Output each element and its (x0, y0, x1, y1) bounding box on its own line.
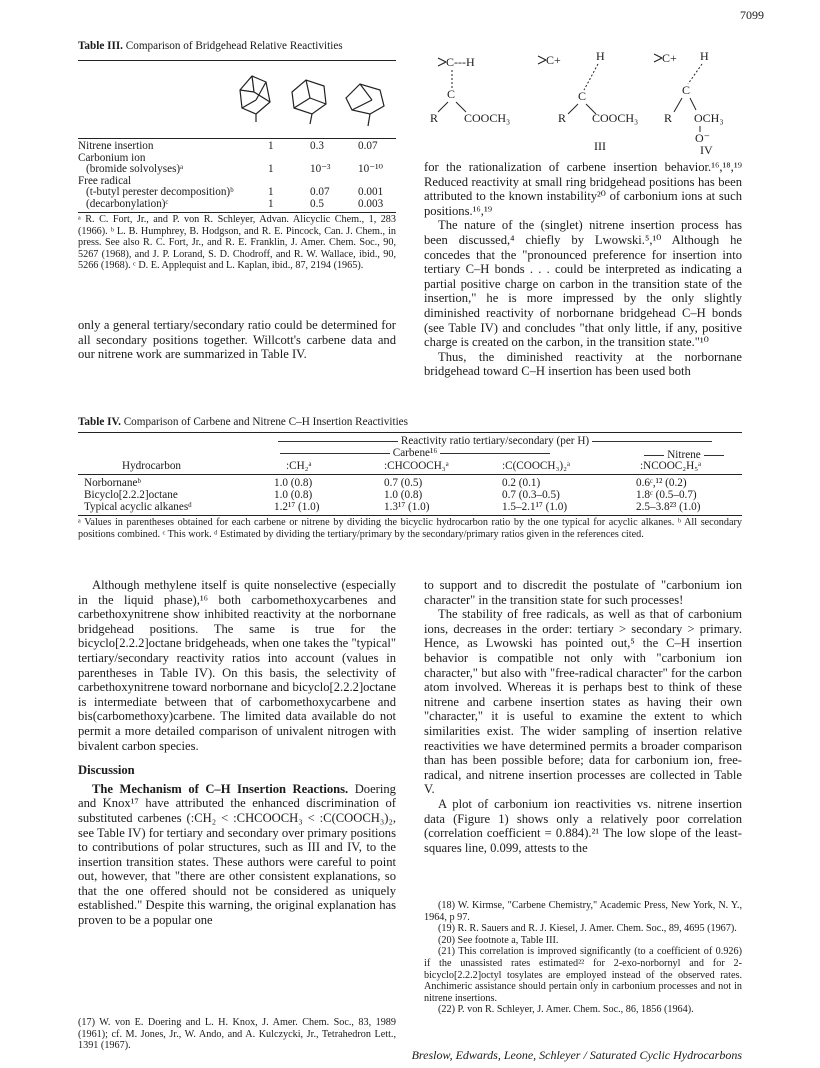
adamantane-structure (240, 76, 270, 122)
reference-22: (22) P. von R. Schleyer, J. Amer. Chem. Soc., 86, 1856 (1964). (438, 1004, 694, 1016)
structure4-h: H (700, 49, 709, 63)
references-right (424, 900, 742, 1016)
left-column-text-1: only a general tertiary/secondary ratio could be determined for all secondary positions together. Willcott's carbene data and our nitrene work are summarized in Table IV. (78, 318, 396, 362)
table4-header-rule (78, 474, 742, 475)
table3-top-rule (78, 60, 396, 61)
structure-insertion-ts (430, 55, 510, 125)
structure4-c-plus: C+ (662, 51, 677, 65)
structure-IV (654, 49, 724, 157)
bicyclooctane-structure (292, 80, 326, 124)
polar-structures (418, 36, 740, 158)
table4-col-ccooch3: :C(COOCH₃)₂ᵃ (502, 460, 571, 472)
reference-20: (20) See footnote a, Table III. (438, 934, 559, 946)
table4-top-rule (78, 432, 742, 433)
table3-caption (78, 40, 343, 52)
reference-21: (21) This correlation is improved significantly (to a coefficient of 0.926) if the unassisted rates estimated²² for 2-exo-norbornyl and for 2-bicyclo[2.2.2]octyl tosylates are employed instead of the observed rates. Anchimeric assistance should pertain only in carbonium processes and not in nitrene insertions. (424, 946, 742, 1004)
structure3-label: III (594, 139, 606, 153)
structure3-cooch3: COOCH₃ (592, 111, 639, 125)
reference-17: (17) W. von E. Doering and L. H. Knox, J. Amer. Chem. Soc., 83, 1989 (1961); cf. M. Jones, Jr., W. Ando, and A. Kulczycki, Jr., Tetrahedron Lett., 1391 (1967). (78, 1017, 396, 1052)
table3-caption-label: Table III. (78, 40, 123, 52)
table4-col-hydrocarbon: Hydrocarbon (122, 460, 182, 472)
table3-bottom-rule (78, 212, 396, 213)
table3-structures (220, 64, 400, 132)
structure3-c: C (578, 89, 587, 103)
table4-group-header: Reactivity ratio tertiary/secondary (per H) (250, 435, 740, 447)
table4-caption-text: Comparison of Carbene and Nitrene C–H Insertion Reactivities (123, 416, 408, 428)
structure1-cooch3: COOCH₃ (464, 111, 511, 125)
reference-18: (18) W. Kirmse, "Carbene Chemistry," Academic Press, New York, N. Y., 1964, p 97. (424, 900, 742, 923)
subsection-heading: The Mechanism of C–H Insertion Reactions. (92, 781, 349, 796)
structure4-c: C (682, 83, 691, 97)
structure3-r: R (558, 111, 567, 125)
structure-III (538, 49, 638, 153)
table3-caption-text: Comparison of Bridgehead Relative Reactivities (125, 40, 343, 52)
structure1-top-label: C---H (446, 55, 475, 69)
norbornane-structure (346, 84, 384, 126)
table4-carbene-header: Carbene¹⁶ (250, 447, 580, 459)
structure3-h: H (596, 49, 605, 63)
section-heading: Discussion (78, 763, 135, 778)
table3-header-rule (78, 138, 396, 139)
structure4-och3: OCH₃ (694, 111, 724, 125)
table4-caption (78, 416, 408, 428)
reference-19: (19) R. R. Sauers and R. J. Kiesel, J. Amer. Chem. Soc., 89, 4695 (1967). (438, 923, 737, 935)
table4-col-chcooch3: :CHCOOCH₃ᵃ (384, 460, 449, 472)
structure1-c: C (447, 87, 456, 101)
table4-nitrene-header: Nitrene (628, 449, 740, 461)
table4-caption-label: Table IV. (78, 416, 121, 428)
left-column-text-2: Although methylene itself is quite nonselective (especially in the liquid phase),¹⁶ both carbomethoxycarbenes and carbethoxynitrene show inhibited reactivity at the norbornane bridgehead positions. The same is true for the bicyclo[2.2.2]octane bridgeheads, when one takes the "typical" tertiary/secondary reactivity ratios into account (values in parentheses in Table IV). On this basis, the selectivity of carbethoxynitrene toward norbornane and bicyclo[2.2.2]octane is intermediate between that of carbomethoxycarbene and bis(carbomethoxy)carbene. The limited data available do not permit a more detailed comparison of univalent nitrogen with bivalent carbon species. Discussion The Mechanism of C–H Insertion Reactions. Doering and Knox¹⁷ have attributed the enhanced discrimination of substituted carbenes (:CH₂ < :CHCOOCH₃ < :C(COOCH₃)₂, see Table IV) for tertiary and secondary over primary positions to contributions of polar structures, such as III and IV, to the insertion transition states. These authors were careful to point out, however, that "there are other consistent explanations, so that the one offered should not be considered as uniquely established." Despite this warning, the original explanation has proven to be a popular one (78, 578, 396, 928)
structure1-r: R (430, 111, 439, 125)
structure4-r: R (664, 111, 673, 125)
table3-footnote: ᵃ R. C. Fort, Jr., and P. von R. Schleyer, Advan. Alicyclic Chem., 1, 283 (1966). ᵇ L. B. Humphrey, B. Hodgson, and R. E. Pincock, Can. J. Chem., in press. See also R. C. Fort, Jr., and R. E. Franklin, J. Amer. Chem. Soc., 90, 5267 (1968), and J. P. Lorand, S. D. Chodroff, and R. W. Wallace, ibid., 90, 5266 (1968). ᶜ D. E. Applequist and L. Kaplan, ibid., 87, 2194 (1965). (78, 214, 396, 272)
table4-col-ncooc2h5: :NCOOC₂H₅ᵃ (640, 460, 702, 472)
right-column-text-1: for the rationalization of carbene insertion behavior.¹⁶,¹⁸,¹⁹ Reduced reactivity at small ring bridgehead positions has been attributed to the known instability²⁰ of carbonium ions at such positions.¹⁶,¹⁹ The nature of the (singlet) nitrene insertion process has been discussed,⁴ chiefly by Lwowski.⁵,¹⁰ Although he concedes that the "pronounced preference for insertion into tertiary C–H bonds . . . could be interpreted as indicating a partial positive charge on carbon in the transition state of the insertion," he is more impressed by the only slightly diminished reactivity of norbornane bridgehead C–H bonds (see Table IV) and concludes "that only little, if any, positive charge is created on the carbon, in the transition state."¹⁰ Thus, the diminished reactivity at the norbornane bridgehead toward C–H insertion has been used both (424, 160, 742, 379)
page-number: 7099 (740, 8, 764, 22)
structure4-o-minus: O⁻ (695, 131, 710, 145)
running-footer: Breslow, Edwards, Leone, Schleyer / Saturated Cyclic Hydrocarbons (411, 1048, 742, 1062)
table4-bottom-rule (78, 515, 742, 516)
right-column-text-2: to support and to discredit the postulate of "carbonium ion character" in the transition state for such processes! The stability of free radicals, as well as that of carbonium ions, decreases in the order: tertiary > secondary > primary. Hence, as Lwowski has pointed out,⁵ the C–H insertion behavior is compatible not only with "carbonium ion character," but also with "free-radical character" for the carbon atom involved. Whereas it is perhaps best to think of these nitrene and carbene insertion states as having their own "character," it is useful to examine the extent to which similarities exist. The wider sampling of insertion relative reactivities we have determined permits a broader comparison than has been possible before; data for carbonium ion, free-radical, and nitrene insertion processes are collected in Table V. A plot of carbonium ion reactivities vs. nitrene insertion data (Figure 1) shows only a relatively poor correlation (correlation coefficient = 0.884).²¹ The low slope of the least-squares line, 0.099, attests to the (424, 578, 742, 855)
table4-footnote: ᵃ Values in parentheses obtained for each carbene or nitrene by dividing the bicyclic hydrocarbon ratio by the one typical for acyclic alkanes. ᵇ All secondary positions combined. ᶜ This work. ᵈ Estimated by dividing the tertiary/primary by the secondary/primary ratios given in the references cited. (78, 517, 742, 540)
structure4-label: IV (700, 143, 713, 157)
structure3-c-plus: C+ (546, 53, 561, 67)
table4-col-ch2: :CH₂ᵃ (286, 460, 312, 472)
